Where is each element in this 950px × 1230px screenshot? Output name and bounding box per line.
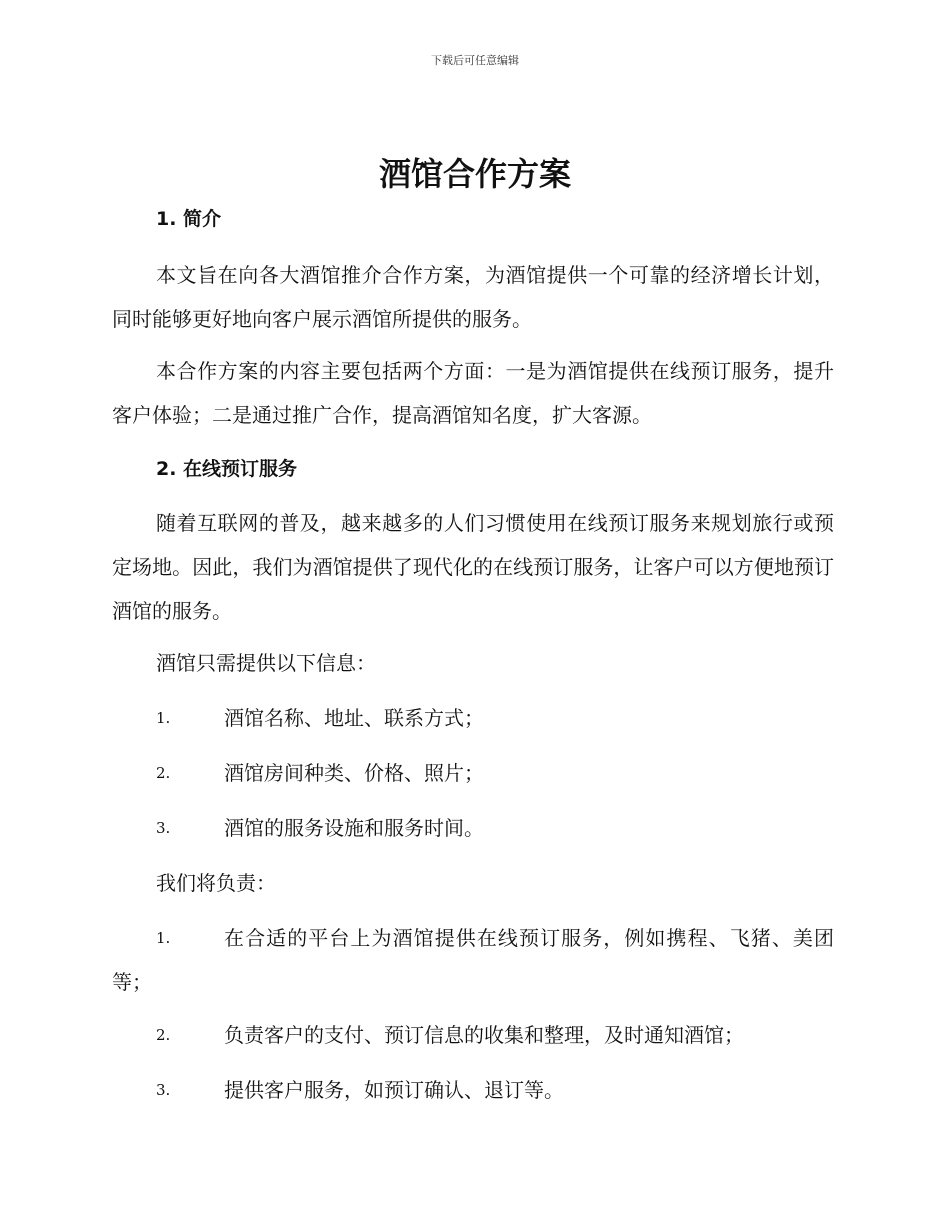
paragraph: 随着互联网的普及，越来越多的人们习惯使用在线预订服务来规划旅行或预定场地。因此，我们为酒馆提供了现代化的在线预订服务，让客户可以方便地预订酒馆的服务。 bbox=[112, 511, 834, 623]
paragraph: 本文旨在向各大酒馆推介合作方案，为酒馆提供一个可靠的经济增长计划，同时能够更好地向客户展示酒馆所提供的服务。 bbox=[112, 263, 834, 331]
list-item bbox=[112, 1013, 834, 1057]
document-title: 酒馆合作方案 bbox=[378, 155, 571, 193]
list-item bbox=[112, 696, 834, 740]
list-text: 提供客户服务，如预订确认、退订等。 bbox=[224, 1078, 564, 1102]
list-text: 酒馆房间种类、价格、照片； bbox=[224, 761, 484, 785]
list-number: 1. bbox=[156, 709, 171, 727]
list-text: 在合适的平台上为酒馆提供在线预订服务，例如携程、飞猪、美团等； bbox=[112, 926, 834, 994]
section-heading-online-booking: 2. 在线预订服务 bbox=[156, 458, 298, 480]
header-note: 下载后可任意编辑 bbox=[431, 54, 519, 67]
paragraph: 我们将负责： bbox=[156, 871, 276, 895]
list-item bbox=[112, 1068, 834, 1112]
paragraph: 酒馆只需提供以下信息： bbox=[156, 651, 376, 675]
list-number: 1. bbox=[156, 929, 171, 947]
list-item bbox=[112, 751, 834, 795]
list-number: 2. bbox=[156, 764, 171, 782]
list-text: 负责客户的支付、预订信息的收集和整理，及时通知酒馆； bbox=[224, 1023, 744, 1047]
list-item bbox=[112, 916, 834, 1004]
list-number: 3. bbox=[156, 1081, 171, 1099]
list-number: 2. bbox=[156, 1026, 171, 1044]
list-text: 酒馆名称、地址、联系方式； bbox=[224, 706, 484, 730]
section-heading-intro: 1. 简介 bbox=[156, 208, 222, 230]
paragraph: 本合作方案的内容主要包括两个方面：一是为酒馆提供在线预订服务，提升客户体验；二是通过推广合作，提高酒馆知名度，扩大客源。 bbox=[112, 359, 834, 427]
list-text: 酒馆的服务设施和服务时间。 bbox=[224, 816, 484, 840]
list-number: 3. bbox=[156, 819, 171, 837]
list-item bbox=[112, 806, 834, 850]
